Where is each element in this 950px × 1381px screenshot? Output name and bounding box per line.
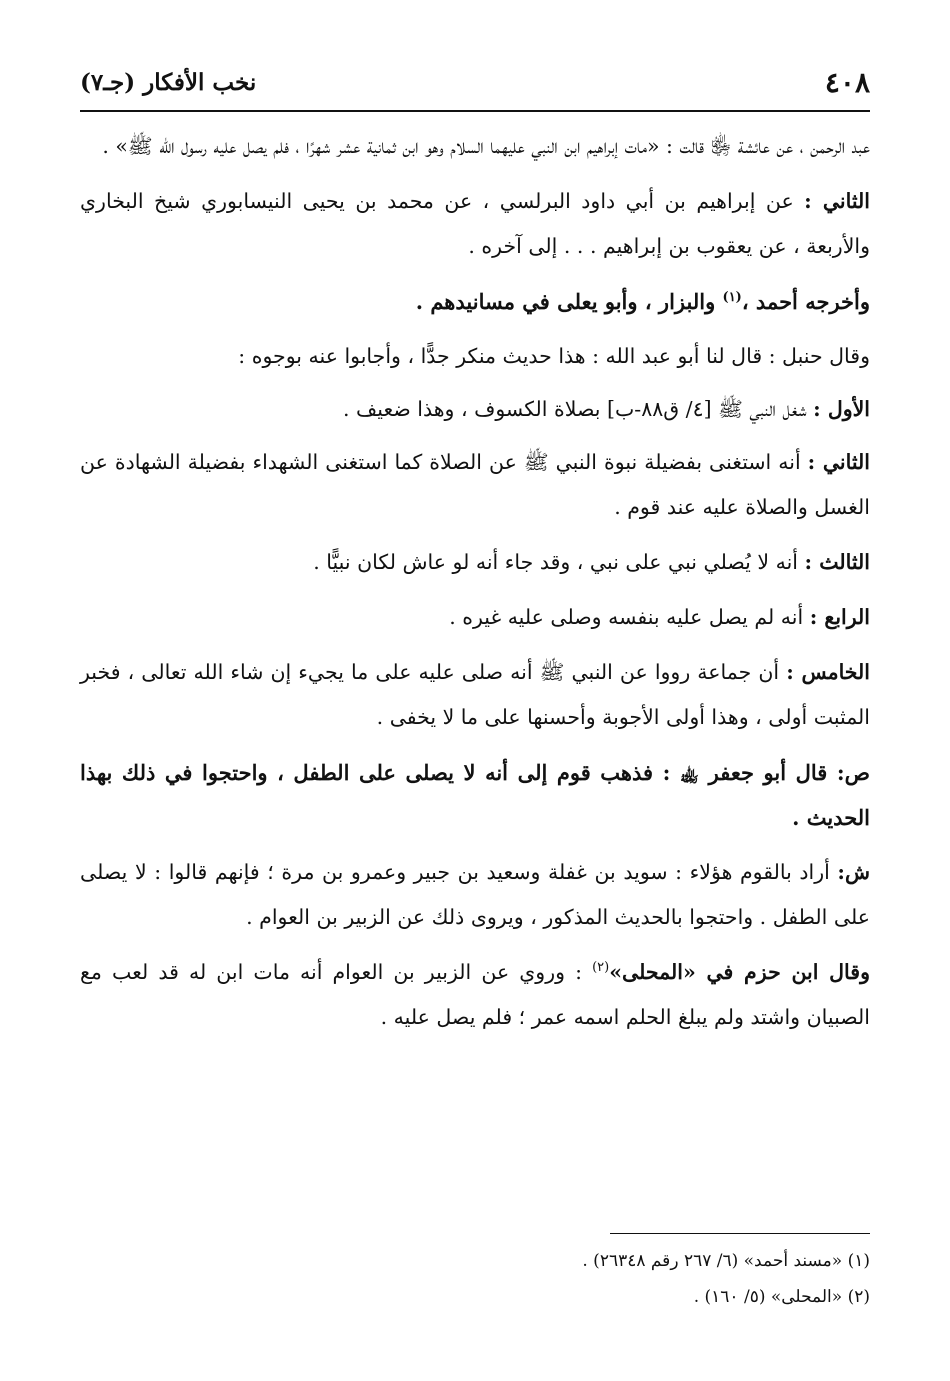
paragraph-hanbal: وقال حنبل : قال لنا أبو عبد الله : هذا حديث منكر جدًّا ، وأجابوا عنه بوجوه : [238,344,870,368]
paragraph-body: أن جماعة رووا عن النبي ﷺ أنه صلى عليه على ما يجيء إن شاء الله تعالى ، فخبر المثبت أولى ، وهذا أولى الأجوبة وأحسنها على ما لا يخفى . [80,660,870,729]
paragraph-label: الثالث : [804,550,870,574]
paragraph-ibn-hazm [80,950,870,1040]
page-number: ٤٠٨ [824,65,870,99]
paragraph-body: شغل النبي ﷺ [٤/ ق٨٨-ب] بصلاة الكسوف ، وهذا ضعيف . [343,397,814,421]
footnote-ref-1: (١) [722,290,742,305]
paragraph-body: أنه لا يُصلي نبي على نبي ، وقد جاء أنه لو عاش لكان نبيًّا . [313,550,805,574]
paragraph-label: الأول : [813,397,870,421]
paragraph-body: أنه استغنى بفضيلة نبوة النبي ﷺ عن الصلاة كما استغنى الشهداء بفضيلة الشهادة عن الغسل والصلاة عليه عند قوم . [80,450,870,519]
paragraph-matn-abu-jafar: ص: قال أبو جعفر ﵀ : فذهب قوم إلى أنه لا يصلى على الطفل ، واحتجوا في ذلك بهذا الحديث . [80,760,870,830]
footnote-ref-2: (٢) [592,960,610,976]
paragraph-answer-second [80,440,870,530]
running-title: نخب الأفكار (جـ٧) [80,68,257,96]
paragraph-answer-fifth [80,650,870,740]
paragraph-answer-fourth [80,595,870,640]
paragraph-body: عن إبراهيم بن أبي داود البرلسي ، عن محمد بن يحيى النيسابوري شيخ البخاري والأربعة ، عن يعقوب بن إبراهيم . . . إلى آخره . [80,189,870,258]
paragraph-label: الثاني : [804,189,870,213]
header-divider [80,110,870,112]
paragraph-sharh [80,850,870,940]
footnote-2: (٢) «المحلى» (٥/ ١٦٠) . [693,1287,870,1307]
footnote-divider [610,1233,870,1234]
paragraph-body: أراد بالقوم هؤلاء : سويد بن غفلة وسعيد بن جبير وعمرو بن مرة ؛ فإنهم قالوا : لا يصلى على الطفل . واحتجوا بالحديث المذكور ، ويروى ذلك عن الزبير بن العوام . [80,860,870,929]
paragraph-label: الثاني : [807,450,870,474]
paragraph-second-chain [80,179,870,269]
paragraph-takhrij [80,279,870,324]
paragraph-answer-first [80,387,870,432]
paragraph-hadith-text: عبد الرحمن ، عن عائشة ﵂ قالت : «مات إبراهيم ابن النبي عليهما السلام وهو ابن ثمانية عشر شهرًا ، فلم يصل عليه رسول الله ﷺ» . [102,134,870,158]
footnote-1: (١) «مسند أحمد» (٦/ ٢٦٧ رقم ٢٦٣٤٨) . [582,1251,870,1271]
page-header [80,62,870,102]
paragraph-body: أنه لم يصل عليه بنفسه وصلى عليه غيره . [449,605,810,629]
paragraph-answer-third [80,540,870,585]
footnotes [80,1243,870,1315]
paragraph-label: ش: [837,860,870,884]
paragraph-body: : وروي عن الزبير بن العوام أنه مات ابن له قد لعب مع الصبيان واشتد ولم يبلغ الحلم اسمه عمر ؛ فلم يصل عليه . [80,960,870,1029]
paragraph-label: الخامس : [786,660,870,684]
paragraph-body: وأخرجه أحمد ، [741,289,870,314]
main-text [80,124,870,1050]
paragraph-label: الرابع : [809,605,870,629]
paragraph-label: وقال ابن حزم في «المحلى» [609,960,871,984]
paragraph-body: والبزار ، وأبو يعلى في مسانيدهم . [415,289,723,314]
